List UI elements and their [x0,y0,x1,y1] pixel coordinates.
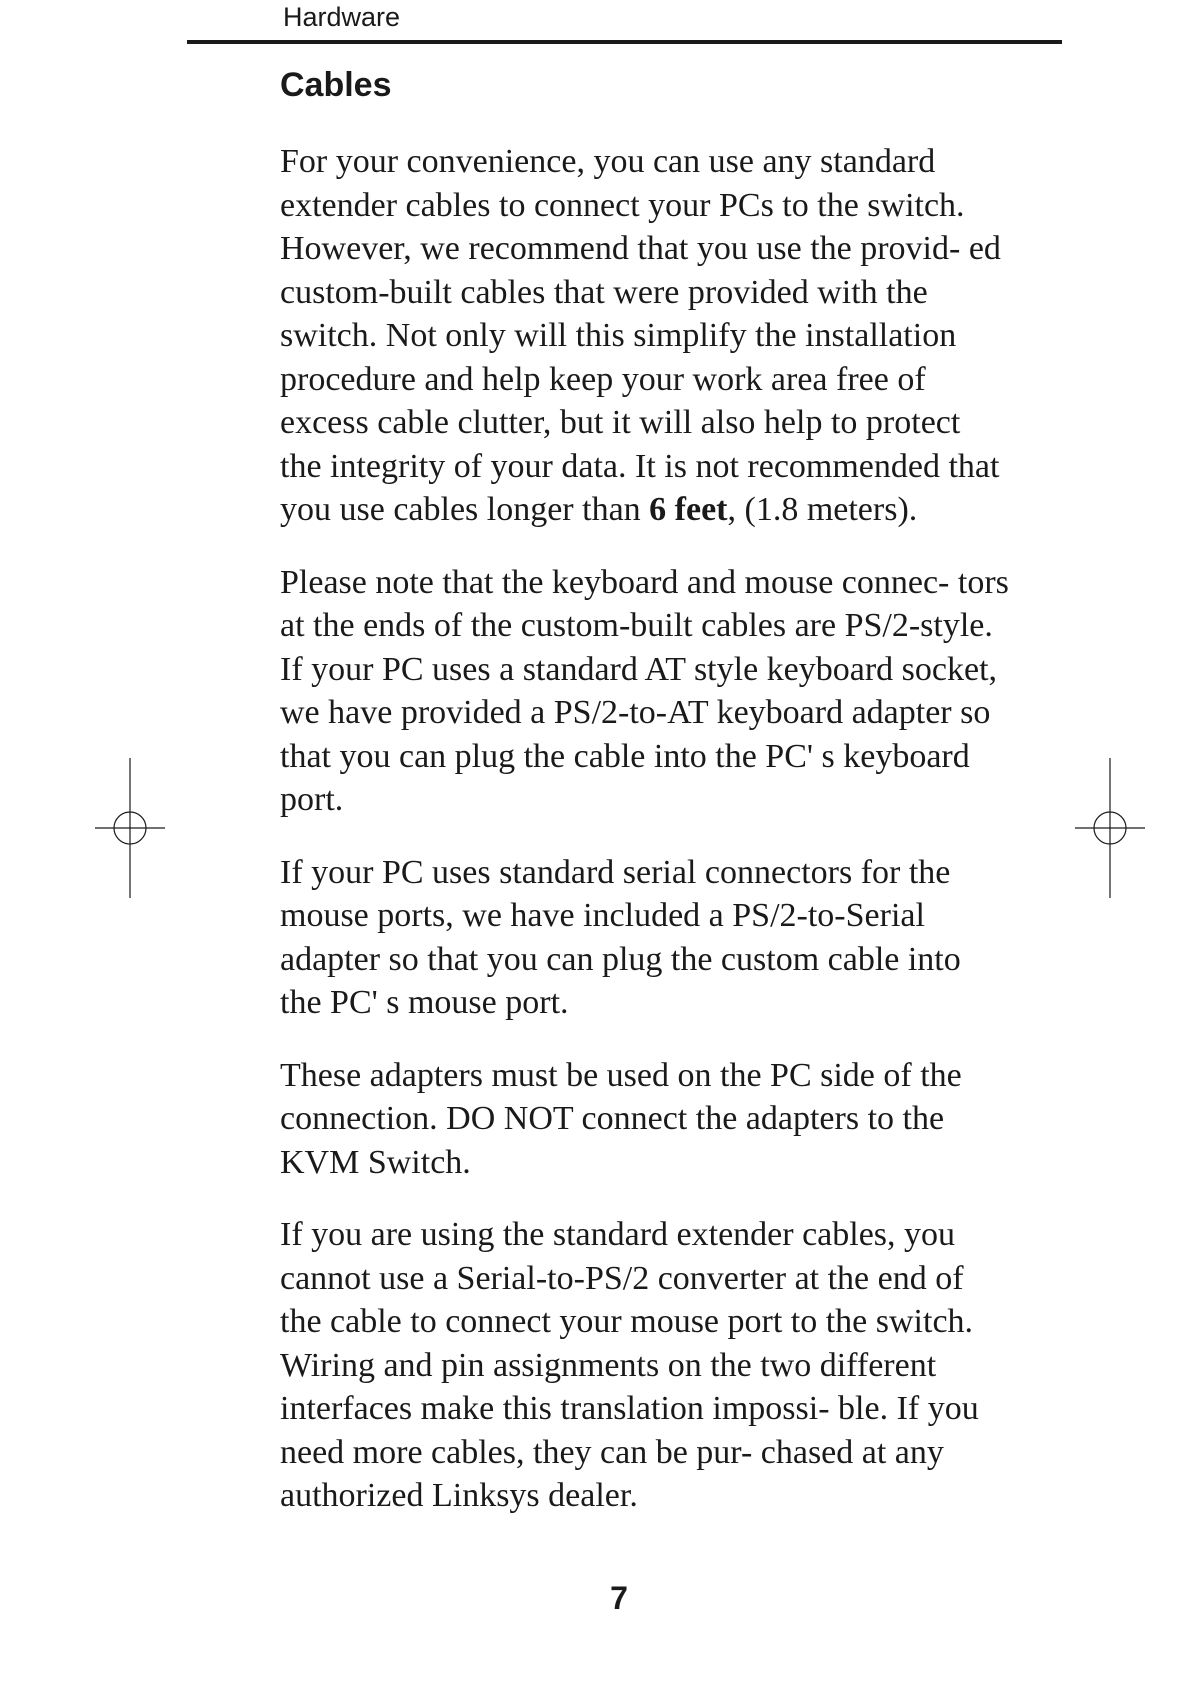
paragraph-adapter-warning: These adapters must be used on the PC side of the connection. DO NOT connect the adapters to the KVM Switch. [280,1056,962,1181]
page-number: 7 [610,1580,628,1616]
section-title: Cables [280,66,392,104]
paragraph-text: , (1.8 meters). [727,491,918,528]
running-head: Hardware [283,2,401,32]
paragraph-cable-recommendation [280,140,1010,532]
paragraph-extender-cables: If you are using the standard extender cables, you cannot use a Serial-to-PS/2 converter at the end of the cable to connect your mouse port to the switch. Wiring and pin assignments on the two different interfaces make this translation impossi- ble. If you need more cables, they can be pur- chased at any authorized Linksys dealer. [280,1216,979,1514]
cable-length-limit: 6 feet [649,491,728,528]
crosshair-registration-icon [1075,758,1145,898]
paragraph-keyboard-adapter: Please note that the keyboard and mouse connec- tors at the ends of the custom-built cables are PS/2-style. If your PC uses a standard AT style keyboard socket, we have provided a PS/2-to-AT keyboard adapter so that you can plug the cable into the PC' s keyboard port. [280,563,1009,818]
crosshair-registration-icon [95,758,165,898]
header-rule [187,40,1062,44]
paragraph-mouse-adapter: If your PC uses standard serial connectors for the mouse ports, we have included a PS/2-to-Serial adapter so that you can plug the custom cable into the PC' s mouse port. [280,853,961,1021]
body-text [280,140,1010,1547]
paragraph-text: For your convenience, you can use any standard extender cables to connect your PCs to the switch. However, we recommend that you use the provid- ed custom-built cables that were provided with the switch. Not only will this simplify the installation procedure and help keep your work area free of excess cable clutter, but it will also help to protect the integrity of your data. It is not recommended that you use cables longer than [280,143,1001,528]
